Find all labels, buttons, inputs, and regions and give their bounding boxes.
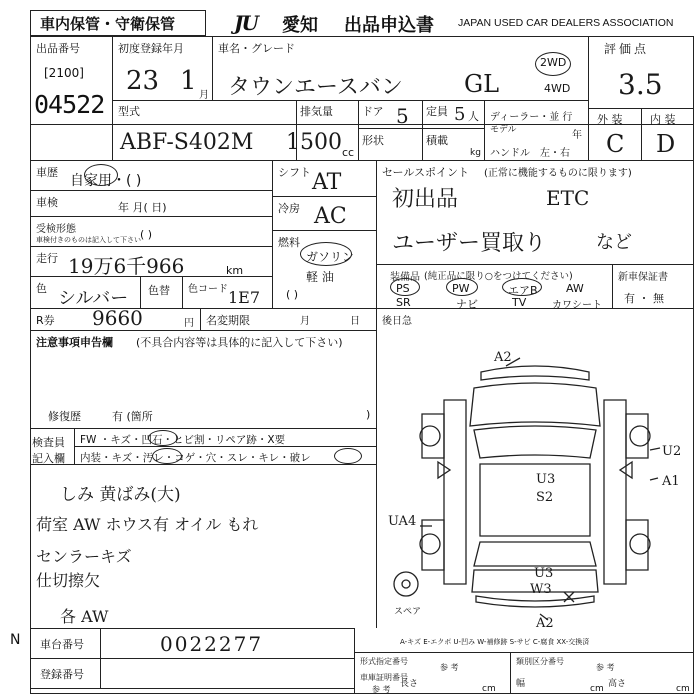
cap-label: 定員 [426, 105, 448, 118]
equip-top [376, 264, 694, 265]
remark-3: センラーキズ [36, 547, 132, 566]
accept-label: 受検形態 [36, 224, 76, 235]
notes-note: (不具合内容等は具体的に記入して下さい) [136, 336, 343, 349]
exterior-label: 外 装 [597, 113, 623, 126]
form-title: 出品申込書 [344, 15, 434, 36]
mileage-value: 19万6千966 [68, 254, 185, 278]
form-cat-ref1: 参 考 [440, 663, 459, 672]
name-change-label: 名変期限 [206, 314, 250, 327]
chassis-value: 0022277 [160, 632, 264, 656]
left-rear-wheel [420, 534, 440, 554]
inspector-label2: 記入欄 [32, 452, 65, 465]
size-length-unit: cm [482, 684, 496, 694]
disp-right [358, 100, 359, 160]
recycle-bottom [30, 330, 376, 331]
map-s2: S2 [536, 490, 554, 505]
size-width-unit: cm [590, 684, 604, 694]
name-change-month: 月 [300, 316, 310, 327]
exterior-grade: C [606, 130, 625, 158]
spare-tire-hub [402, 580, 410, 588]
handle-options: 左・右 [540, 148, 570, 159]
size-length: 長さ [400, 679, 419, 689]
accept-value: ( ) [140, 228, 153, 241]
model-value: ABF-S402M [120, 130, 254, 155]
roof [480, 464, 590, 536]
color-label: 色 [36, 282, 47, 295]
left-side [444, 400, 466, 584]
disp-unit: cc [342, 146, 355, 159]
car-name-label: 車名・グレード [218, 42, 295, 55]
windshield [474, 426, 596, 458]
form-cat-label1: 形式指定番号 [360, 657, 408, 666]
car-name-value: タウンエースバン [228, 75, 403, 100]
row1-bottom [30, 124, 694, 125]
inspector-row1: FW ・キズ・凹石・ヒビ割・リペア跡・X要 [80, 434, 286, 446]
inspector-label1: 検査員 [32, 436, 65, 449]
right-front-wheel [630, 426, 650, 446]
repair-value: 有 (箇所 [112, 410, 153, 423]
left-rear-fender [422, 520, 444, 570]
repair-label: 修復歴 [48, 410, 81, 423]
equip-airbag-circle [502, 278, 542, 296]
cap-value: 5 [454, 104, 466, 125]
left-front-wheel [420, 426, 440, 446]
color-code-label: 色コード [188, 284, 228, 295]
sales-label: セールスポイント [382, 166, 470, 179]
chassis-label: 車台番号 [40, 638, 84, 651]
code-left [182, 276, 183, 308]
inspector-circle-stain [152, 448, 182, 464]
accept-line [30, 246, 272, 247]
map-w3: W3 [530, 582, 552, 597]
sales-line1: 初出品 [392, 187, 459, 212]
handle-label: ハンドル [490, 148, 530, 159]
reg-right [212, 36, 213, 100]
warranty-value: 有 ・ 無 [624, 292, 664, 305]
reg-month-unit: 月 [199, 90, 209, 101]
car-grade: GL [464, 70, 500, 98]
model-label: 型式 [118, 105, 140, 118]
remark-2: 荷室 AW ホウス有 オイル もれ [36, 515, 259, 534]
hist-line [30, 190, 272, 191]
chassis-top [30, 628, 354, 629]
accept-sub: 車検付きのものは記入して下さい [36, 236, 141, 244]
reg-year: 23 [126, 66, 160, 96]
score-value: 3.5 [618, 68, 663, 101]
notes-bottom [30, 428, 376, 429]
equip-tv: TV [512, 296, 527, 309]
door-label: ドア [362, 105, 384, 118]
remark-bottom: 各 AW [60, 607, 109, 626]
equip-ps: PS [396, 282, 410, 295]
size-height: 高さ [608, 679, 627, 689]
sales-line1b: ETC [546, 186, 590, 210]
aircon-label: 冷房 [278, 202, 300, 215]
sales-line2b: など [596, 232, 632, 253]
lot-right [112, 36, 113, 160]
reg-month: 1 [180, 66, 197, 96]
map-a2-bottom: A2 [536, 616, 554, 631]
margin-letter: N [10, 632, 21, 648]
recycle-label: R券 [36, 314, 55, 327]
reg-label: 初度登録年月 [118, 42, 184, 55]
chassis-mid [30, 658, 354, 659]
association-name: JAPAN USED CAR DEALERS ASSOCIATION [458, 17, 674, 29]
paint-label: 色替 [148, 284, 170, 297]
map-legend: A-キズ E-エクボ U-凹み W-補修跡 S-サビ C-腐食 XX-交換済 [400, 638, 590, 646]
disp-value: 1500 [286, 130, 342, 155]
map-spare-label: スペア [394, 607, 422, 617]
equip-seat: カワシート [552, 300, 602, 311]
fuel-diesel: 軽 油 [306, 270, 334, 284]
paint-left [140, 276, 141, 308]
model-year-label: モデル [490, 125, 517, 135]
insp-line [30, 216, 272, 217]
equip-pw-circle [446, 278, 478, 296]
history-circle [84, 164, 118, 186]
remark-4: 仕切擦欠 [36, 571, 101, 590]
equip-label: 装備品 [390, 272, 420, 283]
right-rear-wheel [630, 534, 650, 554]
repair-close: ) [366, 408, 371, 421]
shape-line [358, 128, 484, 129]
door-right [422, 100, 423, 160]
interior-grade: D [656, 130, 676, 158]
chassis-divider [100, 628, 101, 688]
lot-code: [2100] [44, 66, 84, 80]
history-label: 車歴 [36, 166, 58, 179]
score-label: 評価点 [604, 42, 650, 56]
a1-right-pointer [650, 478, 658, 480]
color-value: シルバー [58, 288, 129, 309]
mileage-unit: km [226, 264, 244, 277]
fuel-other: ( ) [286, 288, 299, 301]
form-cat-ref2: 参 考 [596, 663, 615, 672]
front-bumper [481, 366, 589, 380]
lot-number: 04522 [34, 90, 105, 119]
history-value: 自家用・( ) [70, 173, 142, 189]
u2-right-pointer [650, 448, 660, 450]
recycle-unit: 円 [184, 318, 194, 329]
cap-unit: 人 [468, 110, 479, 123]
form-cat-label2: 類別区分番号 [516, 657, 564, 666]
fuel-circle [300, 242, 355, 266]
door-value: 5 [396, 104, 409, 128]
shape-label: 形状 [362, 134, 384, 147]
dealer-label: ディーラー・並 行 [490, 112, 573, 123]
right-rear-fender [626, 520, 648, 570]
ac-line [272, 230, 376, 231]
load-unit: kg [470, 148, 481, 158]
map-u3: U3 [536, 472, 556, 487]
score-mid [641, 108, 642, 160]
warranty-label: 新車保証書 [618, 272, 668, 283]
equip-ps-circle [390, 278, 420, 296]
shift-right [376, 160, 377, 308]
notes-label: 注意事項申告欄 [36, 336, 113, 349]
equip-navi: ナビ [456, 298, 478, 311]
size-width: 幅 [516, 679, 526, 689]
cap-right [484, 100, 485, 160]
form-cat-label3: 車庫証明番号 [360, 673, 408, 682]
fuel-label: 燃料 [278, 236, 300, 249]
score-left [588, 36, 589, 160]
size-height-unit: cm [676, 684, 690, 694]
map-u3b: U3 [534, 566, 554, 581]
name-change-day: 日 [350, 316, 360, 327]
model-year-unit: 年 [572, 130, 582, 141]
row2-bottom [30, 160, 694, 161]
reg-number-label: 登録番号 [40, 668, 84, 681]
shift-value: AT [312, 170, 342, 195]
drive-2wd: 2WD [540, 56, 567, 69]
inspector-circle-tear [334, 448, 362, 464]
form-cat-mid [510, 652, 511, 694]
org-name: 愛知 [282, 15, 318, 36]
rear-bumper [476, 596, 594, 607]
sales-line2: ユーザー買取り [392, 231, 547, 256]
size-ref: 参 考 [372, 685, 391, 694]
load-label: 積載 [426, 134, 448, 147]
remark-1: しみ 黄ばみ(大) [60, 485, 181, 505]
fuel-gas: ガソリン [306, 250, 355, 264]
inspection-label: 車検 [36, 196, 58, 209]
form-cat-top [354, 652, 694, 653]
shift-line [272, 196, 376, 197]
inspector-circle-dent [148, 430, 178, 446]
map-a2-top: A2 [494, 350, 512, 365]
recycle-divider [200, 308, 201, 330]
equip-airbag: エアB [508, 284, 538, 297]
right-side [604, 400, 626, 584]
sales-note: (正常に機能するものに限ります) [484, 168, 632, 179]
right-front-fender [626, 414, 648, 458]
left-block-right [272, 160, 273, 308]
map-u2-right: U2 [662, 444, 682, 459]
lot-label: 出品番号 [36, 42, 80, 55]
spare-tire [394, 572, 418, 596]
bottom-right-left [354, 628, 355, 694]
recycle-value: 9660 [92, 306, 143, 330]
interior-label: 内 装 [650, 113, 676, 126]
disp-label: 排気量 [300, 105, 333, 118]
w3-mark [564, 592, 574, 602]
inspector-row2: 内装・キズ・汚レ・コゲ・穴・スレ・キレ・破レ [80, 452, 311, 464]
color-code: 1E7 [228, 288, 261, 307]
equip-aw: AW [566, 282, 584, 295]
mileage-label: 走行 [36, 252, 58, 265]
equip-right [612, 264, 613, 308]
shift-label: シフト [278, 166, 311, 179]
equip-sr: SR [396, 296, 411, 309]
map-a1-right: A1 [662, 474, 680, 489]
drive-4wd: 4WD [544, 82, 571, 95]
rear-seat-label: 後日急 [382, 316, 412, 327]
rear-window [474, 542, 596, 566]
inspection-value: 年 月( 日) [118, 201, 167, 214]
ju-logo: JU [234, 11, 257, 35]
hood [470, 383, 600, 426]
storage-title: 車内保管・守衛保管 [40, 15, 176, 33]
map-ua4: UA4 [388, 514, 417, 529]
left-front-fender [422, 414, 444, 458]
equip-note: (純正品に限り○をつけてください) [424, 271, 573, 282]
equip-pw: PW [452, 282, 470, 295]
aircon-value: AC [314, 204, 347, 229]
chassis-bottom [30, 688, 354, 689]
